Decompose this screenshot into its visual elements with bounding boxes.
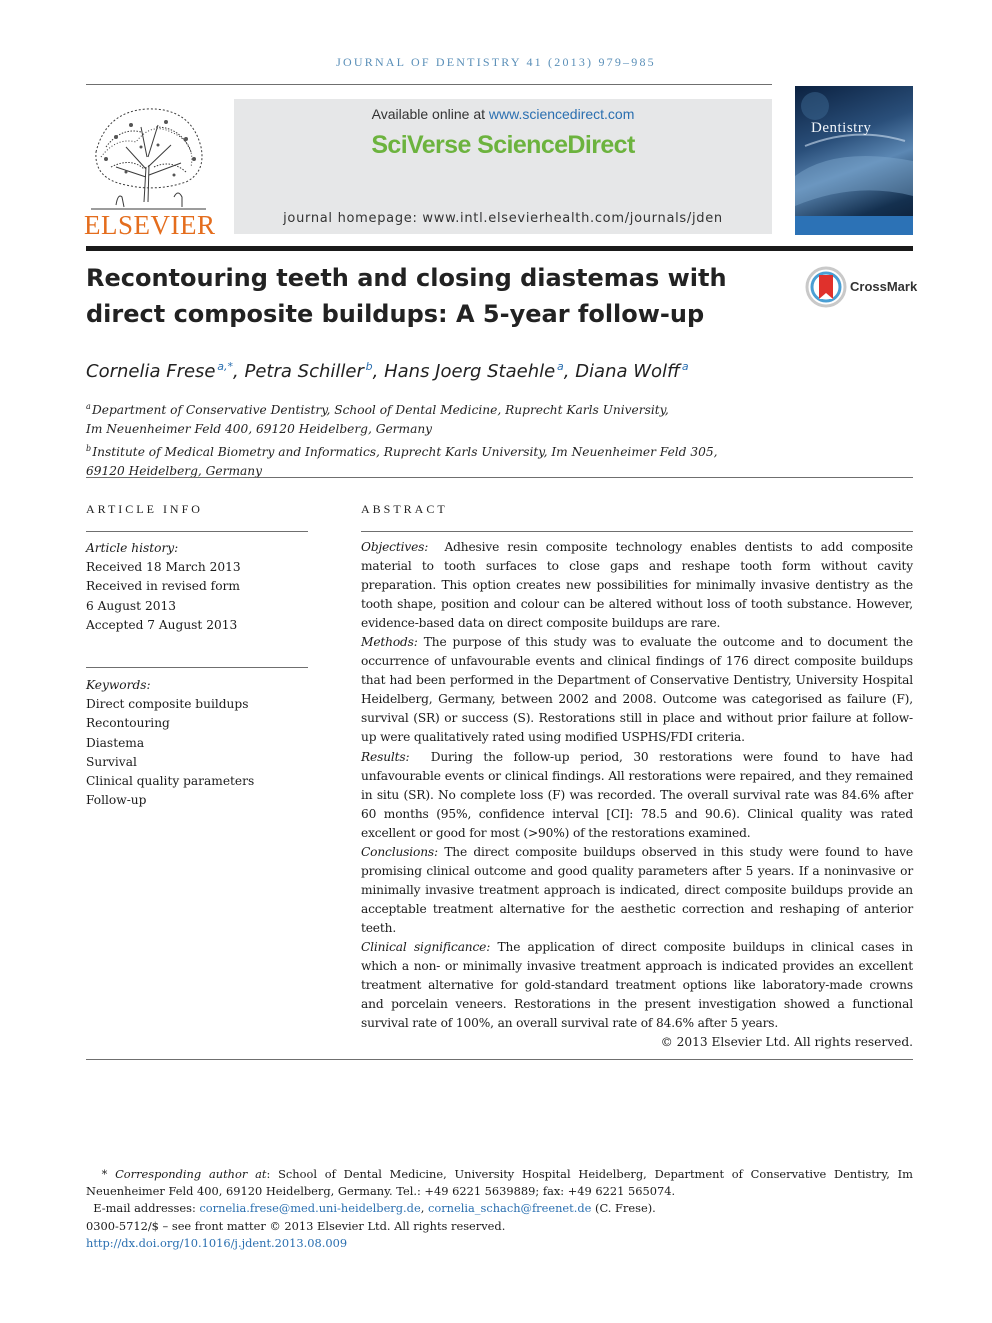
section-text: The application of direct composite buildups in clinical cases in which a non- or minimally invasive treatment approach is indicated provides an excellent treatment alternative for gold-standard treatment options like laboratory-made crowns and porcelain veneers. Restorations in the present investigation showed a functional survival rate of 100%, an overall survival rate of 84.6% after 5 years. [361,939,913,1031]
section-text: Adhesive resin composite technology enables dentists to add composite material to tooth surfaces to close gaps and reshape tooth form without cavity preparation. This option creates new possibilities for minimally invasive dentistry as the tooth shape, position and colour can be altered without loss of tooth substance. However, evidence-based data on direct composite buildups are rare. [361,540,913,631]
cover-stripe [795,216,913,235]
email-link[interactable]: cornelia_schach@freenet.de [427,1201,592,1216]
keyword: Clinical quality parameters [86,774,255,789]
section-text: During the follow-up period, 30 restorations were found to have had unfavourable events or clinical findings. All restorations were repaired, and they remained in situ (SR). No complete loss (F) was recorded. The overall survival rate was 84.6% after 60 months (95%, confidence interval [CI]: 78.5 and 90.6). Clinical quality was rated excellent or good for most (>90%) of the restorations examined. [361,749,914,840]
header-thick-rule [86,246,913,251]
article-title: Recontouring teeth and closing diastemas with direct composite buildups: A 5-year follow-up [86,264,727,328]
issn-note: 0300-5712/$ – see front matter © 2013 Elsevier Ltd. All rights reserved. [86,1218,506,1233]
email-label: E-mail addresses: [93,1201,200,1216]
email-suffix: (C. Frese). [591,1201,656,1216]
abstract-methods [361,633,913,747]
history-item: 6 August 2013 [86,598,176,613]
cover-artwork [795,86,913,235]
keywords [86,676,254,810]
section-text: The purpose of this study was to evaluate the outcome and to document the occurrence of unfavourable events and clinical findings of 176 direct composite buildups that had been performed in the Department of Conservative Dentistry, University Hospital Heidelberg, Germany, between 2002 and 2008. Outcome was categorised as failure (F), survival (SR) or success (S). Restorations still in place and without prior failure at follow-up were qualitatively rated using modified USPHS/FDI criteria. [361,635,913,745]
abstract-results [361,748,913,843]
affiliation [86,439,726,462]
affil-line: Department of Conservative Dentistry, School of Dental Medicine, Ruprecht Karls University, [92,403,669,418]
footnotes [86,1166,913,1252]
journal-homepage [234,211,772,226]
article-history [86,539,241,635]
keyword: Recontouring [86,716,170,731]
abstract-objectives [361,538,913,633]
available-online [234,106,772,122]
section-label: Results: [361,749,410,764]
homepage-prefix: journal homepage: [283,211,423,226]
available-prefix: Available online at [371,106,489,122]
running-head: JOURNAL OF DENTISTRY 41 (2013) 979–985 [336,55,656,69]
author-list: Cornelia Frese $^{a,*}$, Petra Schiller $^b$, Hans Joerg Staehle $^a$, Diana Wolff $^a$ [86,360,689,382]
keyword: Diastema [86,735,145,750]
crossmark-label[interactable]: CrossMark [850,279,918,294]
affiliations [86,397,726,481]
affiliation-rule [86,477,913,478]
abstract-clinical-significance [361,938,913,1033]
elsevier-wordmark: ELSEVIER [84,210,216,240]
affil-marker: a [86,402,91,411]
article-info-heading: ARTICLE INFO [86,502,203,516]
author-affil-marker[interactable]: a [681,360,689,373]
section-label: Conclusions: [361,844,438,859]
platform-logo: SciVerse ScienceDirect [371,131,635,159]
cover-title: Dentistry [811,120,872,136]
affiliation [86,397,726,420]
affil-line: Im Neuenheimer Feld 400, 69120 Heidelberg, Germany [86,422,433,437]
keywords-label: Keywords: [86,678,151,692]
corresponding-text: : School of Dental Medicine, University Hospital Heidelberg, Department of Conservative Dentistry, Im Neuenheimer Feld 400, 69120 Heidelberg, Germany. Tel.: +49 6221 5639889; fax: +49 6221 565074. [86,1167,913,1199]
keywords-rule [86,667,308,668]
affil-line: Institute of Medical Biometry and Informatics, Ruprecht Karls University, Im Neuenheimer Feld 305, [92,445,718,460]
abstract-bottom-rule [86,1059,913,1060]
sciencedirect-link[interactable]: www.sciencedirect.com [488,106,635,122]
history-label: Article history: [86,541,179,555]
affil-line: 69120 Heidelberg, Germany [86,464,263,479]
corresponding-author-note [86,1166,913,1200]
keyword: Direct composite buildups [86,697,249,712]
keyword: Follow-up [86,793,147,808]
corresponding-label: * Corresponding author at [101,1167,267,1181]
keyword: Survival [86,754,137,769]
history-item: Accepted 7 August 2013 [86,617,238,632]
section-label: Methods: [361,635,418,650]
section-text: The direct composite buildups observed in this study were found to have promising clinical outcome and good quality parameters after 5 years. If a noninvasive or minimally invasive treatment approach is indicated, direct composite buildups provide an acceptable treatment alternative for the aesthetic correction and reshaping of anterior teeth. [361,844,913,935]
author-affil-marker[interactable]: a [556,360,564,373]
crossmark-icon[interactable] [805,266,847,308]
history-item: Received 18 March 2013 [86,560,241,575]
affil-marker: b [86,444,92,454]
header-rule [86,84,772,85]
abstract-conclusions [361,843,913,938]
abstract-heading: ABSTRACT [361,502,448,516]
history-item: Received in revised form [86,579,240,594]
author-name: Diana Wolff [575,361,681,382]
section-label: Objectives: [361,540,429,554]
author-affil-marker[interactable]: b [365,360,373,373]
email-separator: , [420,1201,428,1216]
abstract-body [361,538,913,1033]
email-note [86,1200,913,1217]
author-name: Hans Joerg Staehle [384,361,556,382]
sciencedirect-banner [234,99,772,234]
author-affil-marker[interactable]: a,* [217,360,234,373]
doi-link[interactable]: http://dx.doi.org/10.1016/j.jdent.2013.08.009 [86,1235,348,1250]
article-info-rule [86,531,308,532]
author-name: Cornelia Frese [86,361,216,382]
section-label: Clinical significance: [361,939,491,954]
email-link[interactable]: cornelia.frese@med.uni-heidelberg.de [199,1201,421,1216]
abstract-rule [361,531,913,532]
homepage-url[interactable]: www.intl.elsevierhealth.com/journals/jden [422,211,723,226]
author-name: Petra Schiller [244,361,364,382]
abstract-copyright: © 2013 Elsevier Ltd. All rights reserved. [660,1035,913,1049]
journal-cover-image [795,86,913,235]
